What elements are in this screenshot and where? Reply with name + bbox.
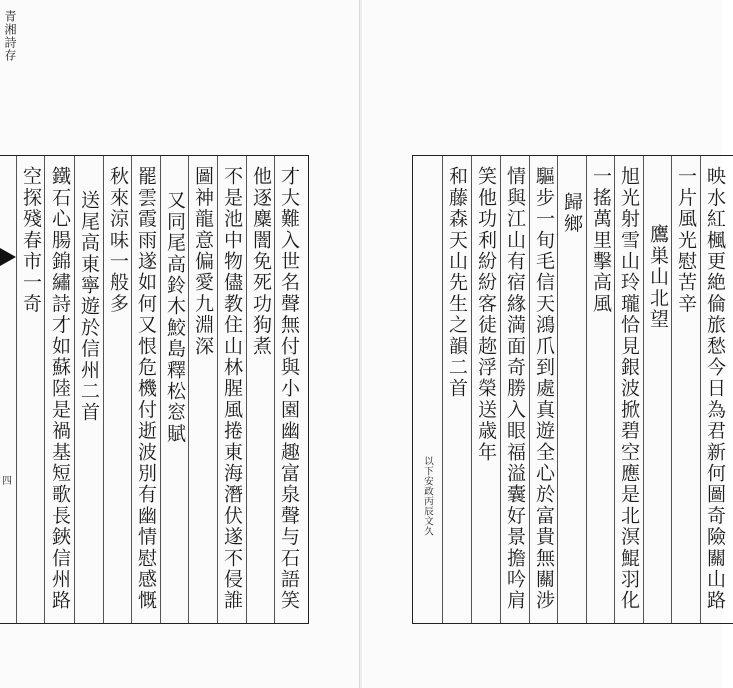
page-number: 四 bbox=[2, 476, 12, 487]
text-column: 旭光射雪山玲瓏恰見銀波掀碧空應是北溟鯤羽化 bbox=[618, 166, 640, 612]
text-column: 一搖萬里擊高風 bbox=[590, 166, 612, 315]
column-rule bbox=[557, 156, 558, 623]
column-rule bbox=[614, 156, 615, 623]
text-column: 才大難入世名聲無付與小園幽趣富泉聲与石語笑 bbox=[278, 166, 300, 612]
column-rule bbox=[643, 156, 644, 623]
column-rule bbox=[131, 156, 132, 623]
text-column: 映水紅楓更絶倫旅愁今日為君新何圖奇險關山路 bbox=[704, 166, 726, 612]
column-rule bbox=[442, 156, 443, 623]
gutter-book-title: 青湘詩存 bbox=[3, 10, 17, 62]
left-page bbox=[0, 0, 360, 688]
text-column: 他逐麋闇免死功狗煮 bbox=[250, 166, 272, 357]
poem-title: 歸鄉 bbox=[561, 192, 583, 235]
column-rule bbox=[586, 156, 587, 623]
right-page bbox=[362, 0, 726, 688]
text-column: 不是池中物儘教住山林腥風捲東海潛伏遂不侵誰 bbox=[221, 166, 243, 612]
column-rule bbox=[217, 156, 218, 623]
column-rule bbox=[44, 156, 45, 623]
text-column: 秋來涼味一般多 bbox=[107, 166, 129, 315]
poem-title: 又同尾高鈴木鮫島釋松窓賦 bbox=[164, 190, 186, 445]
right-text-frame bbox=[412, 155, 733, 624]
text-column: 情與江山有宿緣満面奇勝入眼福溢囊好景擔吟肩 bbox=[504, 166, 526, 612]
column-rule bbox=[74, 156, 75, 623]
text-column: 空探殘春市一奇 bbox=[20, 166, 42, 315]
left-text-frame bbox=[0, 155, 309, 624]
column-rule bbox=[671, 156, 672, 623]
text-column: 鐵石心腸錦繡詩才如蘇陸是禍基短歌長鋏信州路 bbox=[49, 166, 71, 612]
column-rule bbox=[274, 156, 275, 623]
column-rule bbox=[160, 156, 161, 623]
text-column: 圖神龍意偏愛九淵深 bbox=[192, 166, 214, 357]
text-column: 笑他功利紛紛客徒趂浮榮送歳年 bbox=[475, 166, 497, 463]
poem-title: 送尾高東寧遊於信州二首 bbox=[78, 190, 100, 424]
era-note: 以下安政丙辰文久 bbox=[422, 456, 433, 536]
column-rule bbox=[500, 156, 501, 623]
poem-title: 鷹巣山北望 bbox=[647, 224, 669, 330]
column-rule bbox=[700, 156, 701, 623]
column-rule bbox=[16, 156, 17, 623]
column-rule bbox=[103, 156, 104, 623]
poem-title: 和藤森天山先生之韻二首 bbox=[446, 166, 468, 400]
text-column: 驅步一旬毛信天鴻爪到處真遊全心於富貴無關涉 bbox=[533, 166, 555, 612]
text-column: 罷雲霞雨遂如何又恨危機付逝波別有幽情慰感慨 bbox=[135, 166, 157, 612]
column-rule bbox=[471, 156, 472, 623]
column-rule bbox=[188, 156, 189, 623]
column-rule bbox=[529, 156, 530, 623]
text-column: 一片風光慰苦辛 bbox=[675, 166, 697, 315]
column-rule bbox=[246, 156, 247, 623]
